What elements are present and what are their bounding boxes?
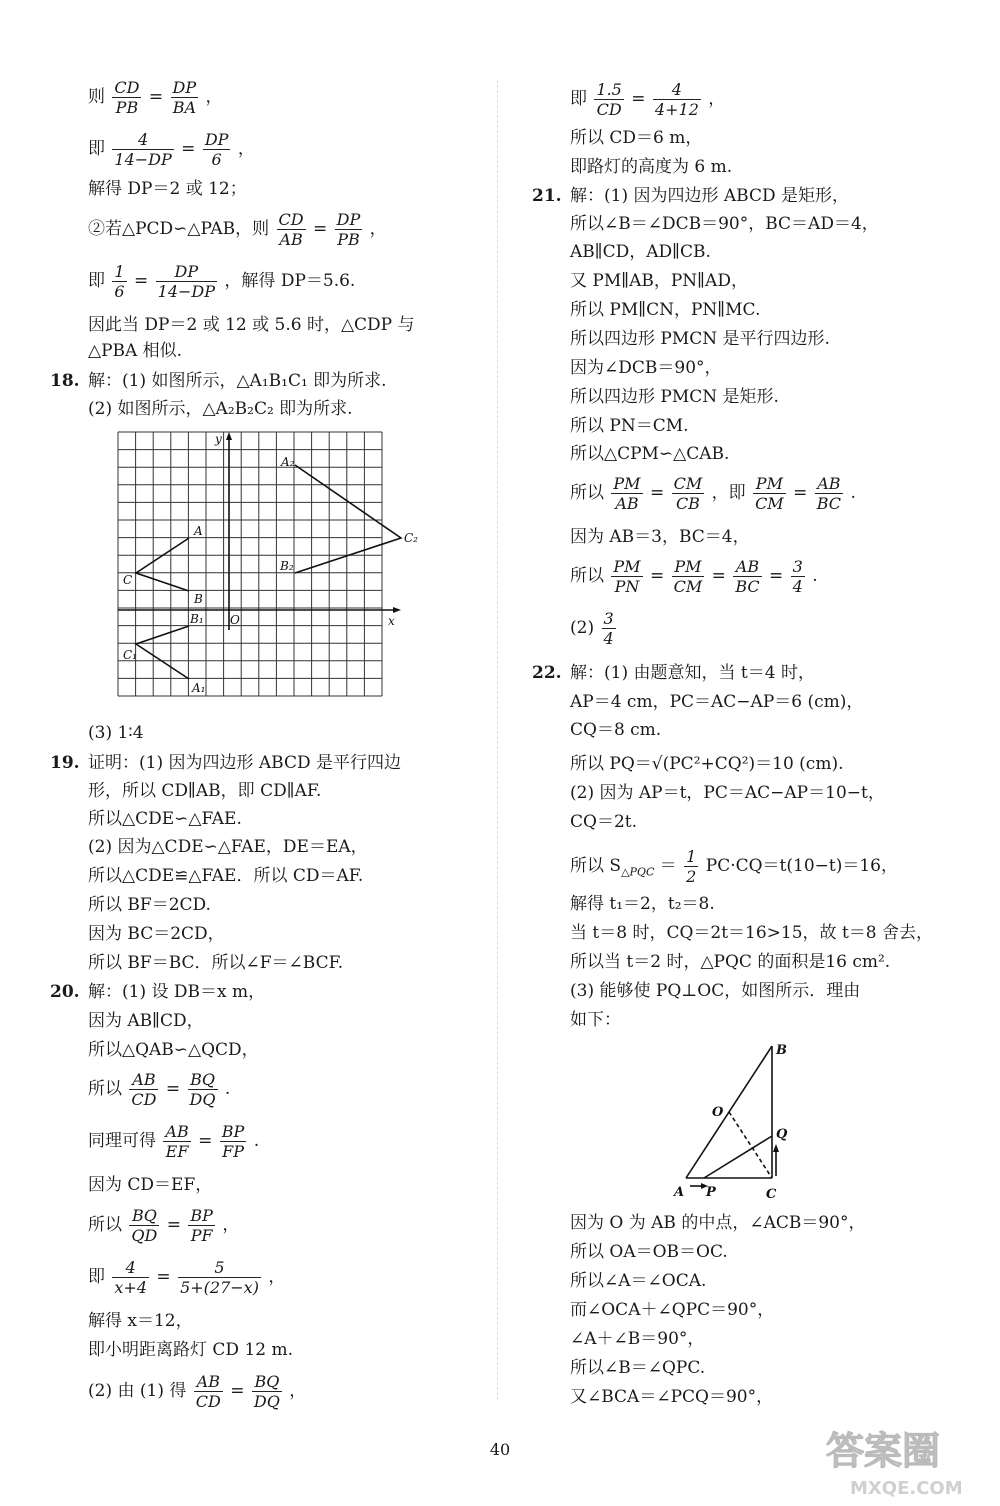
text-line: AB∥CD，AD∥CB.: [570, 242, 711, 262]
fraction: $\frac{1.5}{CD}$: [596, 80, 622, 119]
text-line: 因为 CD＝EF，: [88, 1175, 213, 1195]
fraction: $\frac{AB}{BC}$: [735, 557, 760, 596]
label-o: O: [712, 1105, 724, 1120]
fraction: $\frac{PM}{CM}$: [755, 474, 784, 513]
equation-line: 所以 $\frac{BQ}{QD}$ = $\frac{BP}{PF}$ ，: [88, 1206, 240, 1245]
question-number: 21.: [532, 186, 562, 206]
text-line: 而∠OCA＋∠QPC＝90°，: [570, 1300, 775, 1320]
fraction: $\frac{BP}{PF}$: [190, 1206, 213, 1245]
fraction: $\frac{AB}{BC}$: [816, 474, 842, 513]
label-a2: A₂: [281, 455, 295, 469]
watermark-logo: [820, 1420, 995, 1500]
text-line: 证明：(1) 因为四边形 ABCD 是平行四边: [88, 753, 402, 773]
text-line: 所以△CPM∽△CAB.: [570, 444, 730, 464]
text-line: 解：(1) 如图所示，△A₁B₁C₁ 即为所求.: [88, 371, 387, 391]
fraction: $\frac{4}{x+4}$: [114, 1258, 148, 1297]
fraction: $\frac{DP}{14-DP}$: [157, 262, 216, 301]
text-line: 即小明距离路灯 CD 12 m.: [88, 1340, 294, 1360]
text-line: 所以∠B＝∠DCB＝90°，BC＝AD＝4，: [570, 214, 879, 234]
text-line: 所以 BF＝BC．所以∠F＝∠BCF.: [88, 953, 344, 973]
equation-line: 即 $\frac{1.5}{CD}$ = $\frac{4}{4+12}$ ，: [570, 80, 726, 119]
question-number: 22.: [532, 663, 562, 683]
fraction: $\frac{DP}{BA}$: [172, 78, 197, 117]
fraction: $\frac{PM}{PN}$: [613, 557, 641, 596]
text-line: 又 PM∥AB，PN∥AD，: [570, 271, 748, 291]
label-q: Q: [776, 1127, 788, 1142]
label-b: B: [776, 1043, 787, 1058]
equation-line: ②若△PCD∽△PAB，则 $\frac{CD}{AB}$ = $\frac{DP}{PB}$ ，: [88, 210, 387, 249]
text-line: 所以当 t＝2 时，△PQC 的面积是16 cm².: [570, 952, 891, 972]
column-divider: [497, 80, 498, 1400]
fraction: $\frac{1}{6}$: [114, 262, 125, 301]
fraction: $\frac{CD}{AB}$: [278, 210, 304, 249]
label-c2: C₂: [404, 531, 418, 545]
fraction: $\frac{5}{5+(27-x)}$: [180, 1258, 259, 1297]
equation-line: 同理可得 $\frac{AB}{EF}$ = $\frac{BP}{FP}$ .: [88, 1122, 260, 1161]
y-axis-arrow: [226, 432, 232, 440]
equation-line: 所以 $\frac{PM}{AB}$ = $\frac{CM}{CB}$ ，即 $\frac{PM}{CM}$ = $\frac{AB}{BC}$ .: [570, 474, 856, 513]
text-line: 因为∠DCB＝90°，: [570, 358, 722, 378]
text-line: △PBA 相似.: [88, 341, 183, 361]
equation-line: 所以 $\frac{AB}{CD}$ = $\frac{BQ}{DQ}$ .: [88, 1070, 231, 1109]
fraction: $\frac{3}{4}$: [603, 609, 614, 648]
text-line: 所以 BF＝2CD.: [88, 895, 211, 915]
fraction: $\frac{AB}{CD}$: [195, 1372, 221, 1411]
fraction: $\frac{DP}{PB}$: [336, 210, 361, 249]
x-axis-arrow: [393, 607, 401, 613]
fraction: $\frac{AB}{EF}$: [165, 1122, 189, 1161]
label-x: x: [388, 614, 395, 628]
triangle-a1b1c1: [136, 626, 189, 679]
equation-line: 所以 $S_{\triangle PQC}$ ＝ $\frac{1}{2}$ PC·CQ＝t(10−t)＝16，: [570, 847, 898, 886]
text-line: 所以 PN＝CM.: [570, 416, 689, 436]
text-line: 因为 AB∥CD，: [88, 1011, 204, 1031]
text-line: (2) 因为△CDE∽△FAE，DE＝EA，: [88, 837, 368, 857]
question-number: 20.: [50, 982, 80, 1002]
label-a: A: [194, 524, 203, 538]
equation-line: (2) 由 (1) 得 $\frac{AB}{CD}$ = $\frac{BQ}{DQ}$ ，: [88, 1372, 307, 1411]
text-line: CQ＝8 cm.: [570, 720, 662, 740]
segment-pq: [704, 1136, 772, 1178]
text-line: 解得 x＝12，: [88, 1311, 193, 1331]
label-b1: B₁: [190, 612, 204, 626]
text-line: 又∠BCA＝∠PCQ＝90°，: [570, 1387, 774, 1407]
question-number: 19.: [50, 753, 80, 773]
segment-oc: [729, 1112, 772, 1178]
fraction: $\frac{CD}{PB}$: [114, 78, 140, 117]
equation-line: (2) $\frac{3}{4}$: [570, 609, 614, 648]
text-line: 所以△CDE∽△FAE.: [88, 809, 242, 829]
text-line: 所以四边形 PMCN 是平行四边形.: [570, 329, 830, 349]
label-origin: O: [230, 613, 240, 627]
label-c1: C₁: [123, 648, 137, 662]
label-c: C: [766, 1187, 777, 1202]
text-line: 所以四边形 PMCN 是矩形.: [570, 387, 779, 407]
fraction: $\frac{4}{4+12}$: [654, 80, 699, 119]
text-line: 因为 BC＝2CD，: [88, 924, 225, 944]
text-line: 解：(1) 由题意知，当 t＝4 时，: [570, 663, 815, 683]
fraction: $\frac{DP}{6}$: [204, 130, 229, 169]
text-line: 因为 AB＝3，BC＝4，: [570, 527, 750, 547]
fraction: $\frac{AB}{CD}$: [131, 1070, 157, 1109]
text-line: 形，所以 CD∥AB，即 CD∥AF.: [88, 781, 322, 801]
text-line: 解得 t₁＝2，t₂＝8.: [570, 894, 715, 914]
text-line: 所以 CD＝6 m，: [570, 128, 703, 148]
text-line: 所以∠B＝∠QPC.: [570, 1358, 706, 1378]
equation-line: 则 $\frac{CD}{PB}$ = $\frac{DP}{BA}$ ，: [88, 78, 223, 117]
text-line: 因为 O 为 AB 的中点，∠ACB＝90°，: [570, 1213, 866, 1233]
fraction: $\frac{3}{4}$: [792, 557, 803, 596]
watermark-url: MXQE.COM: [850, 1478, 963, 1499]
label-b: B: [194, 592, 203, 606]
text-line: 所以△QAB∽△QCD，: [88, 1040, 259, 1060]
coordinate-grid-figure: [118, 430, 418, 698]
label-y: y: [215, 432, 222, 446]
label-a1: A₁: [192, 681, 206, 695]
label-a: A: [674, 1185, 685, 1200]
text-line: 所以 PM∥CN，PN∥MC.: [570, 300, 761, 320]
text-line: ∠A＋∠B＝90°，: [570, 1329, 705, 1349]
text-line: 所以∠A＝∠OCA.: [570, 1271, 707, 1291]
equation-line: 即 $\frac{4}{14-DP}$ = $\frac{DP}{6}$ ，: [88, 130, 255, 169]
text-line: 所以 OA＝OB＝OC.: [570, 1242, 728, 1262]
label-b2: B₂: [280, 559, 294, 573]
text-line: (2) 因为 AP＝t，PC＝AC−AP＝10−t，: [570, 783, 885, 803]
fraction: $\frac{BQ}{DQ}$: [189, 1070, 216, 1109]
fraction: $\frac{PM}{CM}$: [673, 557, 703, 596]
text-line: CQ＝2t.: [570, 812, 637, 832]
equation-line: 所以 $\frac{PM}{PN}$ = $\frac{PM}{CM}$ = $\frac{AB}{BC}$ = $\frac{3}{4}$ .: [570, 557, 818, 596]
fraction: $\frac{PM}{AB}$: [613, 474, 641, 513]
triangle-figure: [668, 1038, 798, 1203]
fraction: $\frac{BP}{FP}$: [221, 1122, 245, 1161]
page-number: 40: [489, 1440, 511, 1459]
text-line: 如下：: [570, 1010, 621, 1030]
arrow-q-head: [773, 1144, 779, 1152]
triangle-a2b2c2: [295, 465, 401, 573]
label-c: C: [123, 573, 133, 587]
text-line: 解：(1) 设 DB＝x m，: [88, 982, 266, 1002]
text-line: 所以△CDE≌△FAE．所以 CD＝AF.: [88, 866, 364, 886]
text-line: (3) 能够使 PQ⊥OC，如图所示．理由: [570, 981, 861, 1001]
watermark-text: 答案圈: [826, 1429, 941, 1473]
text-line: (2) 如图所示，△A₂B₂C₂ 即为所求.: [88, 399, 353, 419]
text-line: 当 t＝8 时，CQ＝2t＝16>15，故 t＝8 舍去，: [570, 923, 934, 943]
fraction: $\frac{BQ}{DQ}$: [253, 1372, 280, 1411]
text-line: 所以 PQ＝√(PC²+CQ²)＝10 (cm).: [570, 754, 844, 774]
text-line: 解：(1) 因为四边形 ABCD 是矩形，: [570, 186, 850, 206]
fraction: $\frac{CM}{CB}$: [673, 474, 703, 513]
text-line: 因此当 DP＝2 或 12 或 5.6 时，△CDP 与: [88, 315, 415, 335]
label-p: P: [706, 1185, 716, 1200]
fraction: $\frac{1}{2}$: [686, 847, 697, 886]
equation-line: 即 $\frac{1}{6}$ = $\frac{DP}{14-DP}$ ，解得 DP＝5.6.: [88, 262, 356, 301]
text-line: (3) 1∶4: [88, 723, 144, 743]
triangle-abc: [136, 538, 189, 591]
fraction: $\frac{BQ}{QD}$: [131, 1206, 158, 1245]
question-number: 18.: [50, 371, 80, 391]
text-line: 即路灯的高度为 6 m.: [570, 157, 733, 177]
text-line: 解得 DP＝2 或 12；: [88, 179, 247, 199]
fraction: $\frac{4}{14-DP}$: [114, 130, 172, 169]
equation-line: 即 $\frac{4}{x+4}$ = $\frac{5}{5+(27-x)}$ ，: [88, 1258, 286, 1297]
text-line: AP＝4 cm，PC＝AC−AP＝6 (cm)，: [570, 692, 864, 712]
